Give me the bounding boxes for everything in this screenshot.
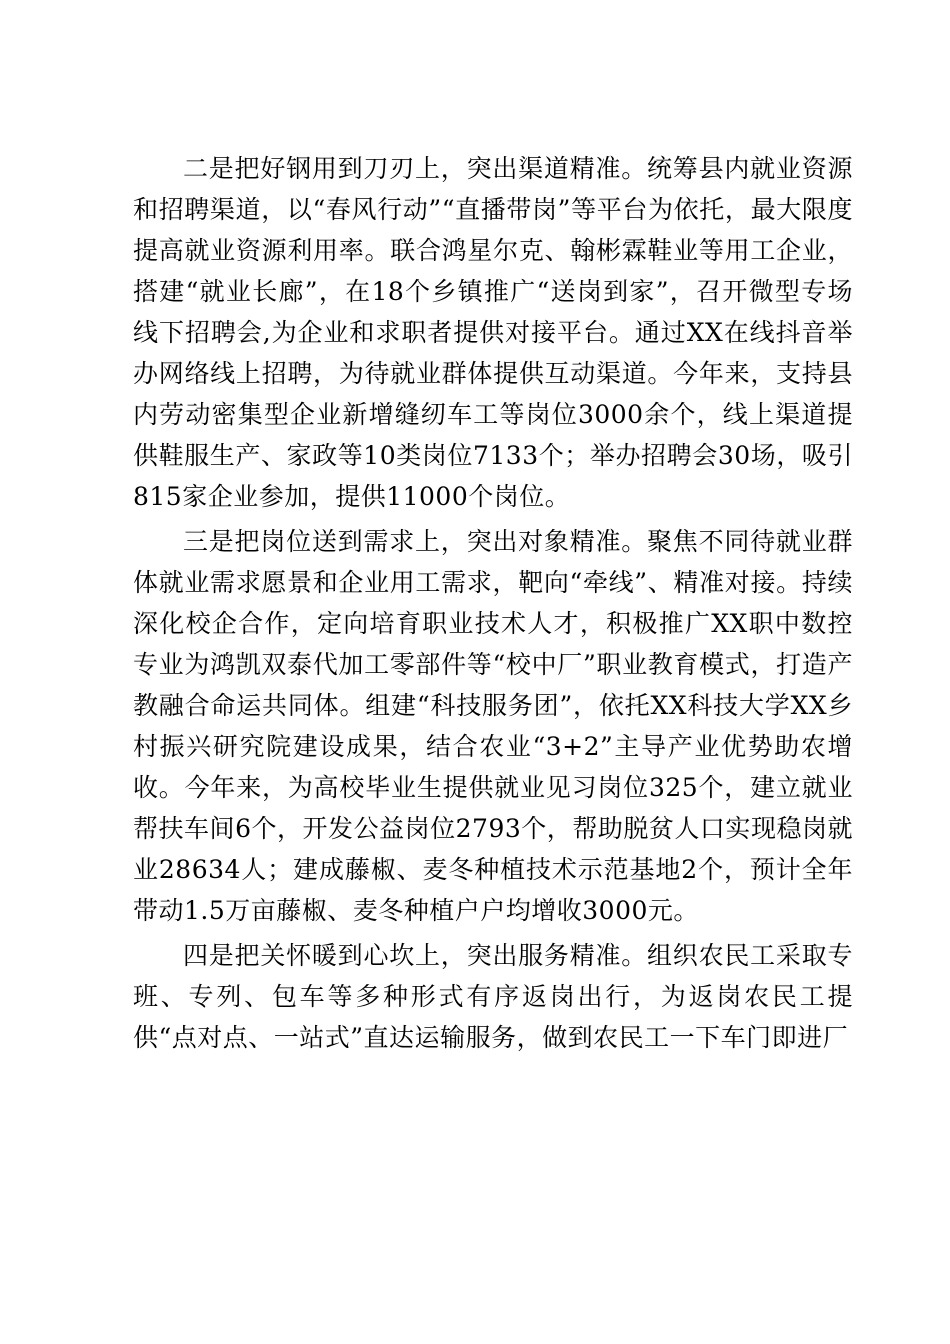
paragraph-target-precision: 三是把岗位送到需求上，突出对象精准。聚焦不同待就业群体就业需求愿景和企业用工需求，靶向“牵线”、精准对接。持续深化校企合作，定向培育职业技术人才，积极推广XX职中数控专业为鸿凯双泰代加工零部件等“校中厂”职业教育模式，打造产教融合命运共同体。组建“科技服务团”，依托XX科技大学XX乡村振兴研究院建设成果，结合农业“3+2”主导产业优势助农增收。今年来，为高校毕业生提供就业见习岗位325个，建立就业帮扶车间6个，开发公益岗位2793个，帮助脱贫人口实现稳岗就业28634人；建成藤椒、麦冬种植技术示范基地2个，预计全年带动1.5万亩藤椒、麦冬种植户户均增收3000元。 — [133, 527, 853, 925]
paragraph-service-precision: 四是把关怀暖到心坎上，突出服务精准。组织农民工采取专班、专列、包车等多种形式有序返岗出行，为返岗农民工提供“点对点、一站式”直达运输服务，做到农民工一下车门即进厂 — [133, 941, 853, 1052]
paragraph-channel-precision: 二是把好钢用到刀刃上，突出渠道精准。统筹县内就业资源和招聘渠道，以“春风行动”“直播带岗”等平台为依托，最大限度提高就业资源利用率。联合鸿星尔克、翰彬霖鞋业等用工企业，搭建“就业长廊”，在18个乡镇推广“送岗到家”，召开微型专场线下招聘会,为企业和求职者提供对接平台。通过XX在线抖音举办网络线上招聘，为待就业群体提供互动渠道。今年来，支持县内劳动密集型企业新增缝纫车工等岗位3000余个，线上渠道提供鞋服生产、家政等10类岗位7133个；举办招聘会30场，吸引815家企业参加，提供11000个岗位。 — [133, 154, 853, 511]
document-body — [133, 148, 853, 1062]
